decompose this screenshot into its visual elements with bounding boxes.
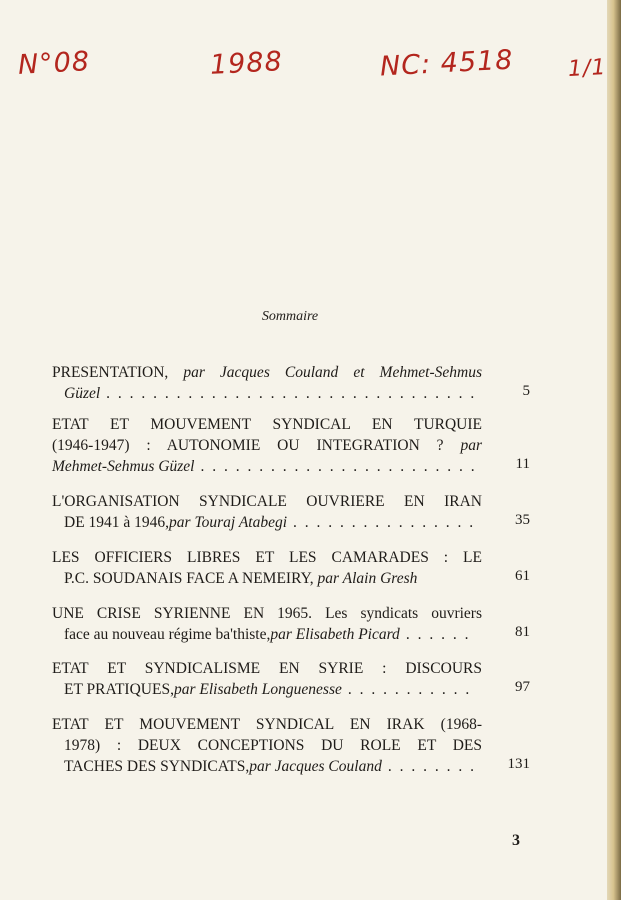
entry-author: Güzel [64, 385, 101, 402]
entry-author: par Alain Gresh [313, 570, 418, 587]
toc-entry [52, 658, 482, 700]
handwritten-year: 1988 [209, 46, 284, 81]
leader-dots [200, 456, 476, 477]
entry-title: UNE CRISE SYRIENNE EN 1965. Les syndicats ouvriers [52, 605, 482, 622]
entry-author: par Jacques Couland et Mehmet-Sehmus [168, 364, 482, 381]
entry-author: par [443, 437, 482, 454]
page-number: 97 [515, 679, 530, 695]
entry-title: P.C. SOUDANAIS FACE A NEMEIRY, [64, 570, 314, 587]
page-edge [607, 0, 621, 900]
leader-dots [406, 624, 476, 645]
entry-title: (1946-1947) : AUTONOMIE OU INTEGRATION ? [52, 437, 444, 454]
entry-author: par Jacques Couland [249, 758, 382, 775]
folio: 3 [512, 832, 520, 849]
leader-dots [388, 756, 476, 777]
entry-title: ETAT ET SYNDICALISME EN SYRIE : DISCOURS [52, 660, 482, 677]
entry-title: 1978) : DEUX CONCEPTIONS DU ROLE ET DES [64, 737, 482, 754]
toc-entry [52, 414, 482, 477]
entry-author: par Elisabeth Longuenesse [173, 681, 342, 698]
handwritten-folio-mark: 1/1 [567, 55, 608, 82]
entry-author: par Elisabeth Picard [270, 626, 400, 643]
page-number: 131 [507, 756, 530, 772]
entry-title: PRESENTATION, [52, 364, 169, 381]
handwritten-number: N°08 [17, 46, 91, 81]
page-number: 61 [515, 568, 530, 584]
toc-entry [52, 714, 482, 777]
toc-entry [52, 603, 482, 645]
toc-entry [52, 491, 482, 533]
page-number: 5 [522, 383, 530, 399]
toc-entry [52, 362, 482, 404]
toc-title: Sommaire [261, 309, 319, 324]
toc-entry [52, 547, 482, 589]
leader-dots [293, 512, 476, 533]
handwritten-code: NC: 4518 [379, 44, 515, 83]
page-number: 11 [515, 456, 530, 472]
entry-author: par Touraj Atabegi [169, 514, 288, 531]
entry-title: TACHES DES SYNDICATS, [64, 758, 250, 775]
entry-title: ETAT ET MOUVEMENT SYNDICAL EN IRAK (1968- [52, 716, 482, 733]
page-number: 35 [515, 512, 530, 528]
entry-title: face au nouveau régime ba'thiste, [64, 626, 271, 643]
page-number: 81 [515, 624, 530, 640]
leader-dots [348, 679, 476, 700]
entry-title: DE 1941 à 1946, [64, 514, 170, 531]
entry-author: Mehmet-Sehmus Güzel [52, 458, 195, 475]
leader-dots [106, 383, 476, 404]
entry-title: ET PRATIQUES, [64, 681, 174, 698]
entry-title: LES OFFICIERS LIBRES ET LES CAMARADES : LE [52, 549, 482, 566]
entry-title: L'ORGANISATION SYNDICALE OUVRIERE EN IRAN [52, 493, 482, 510]
entry-title: ETAT ET MOUVEMENT SYNDICAL EN TURQUIE [52, 416, 482, 433]
